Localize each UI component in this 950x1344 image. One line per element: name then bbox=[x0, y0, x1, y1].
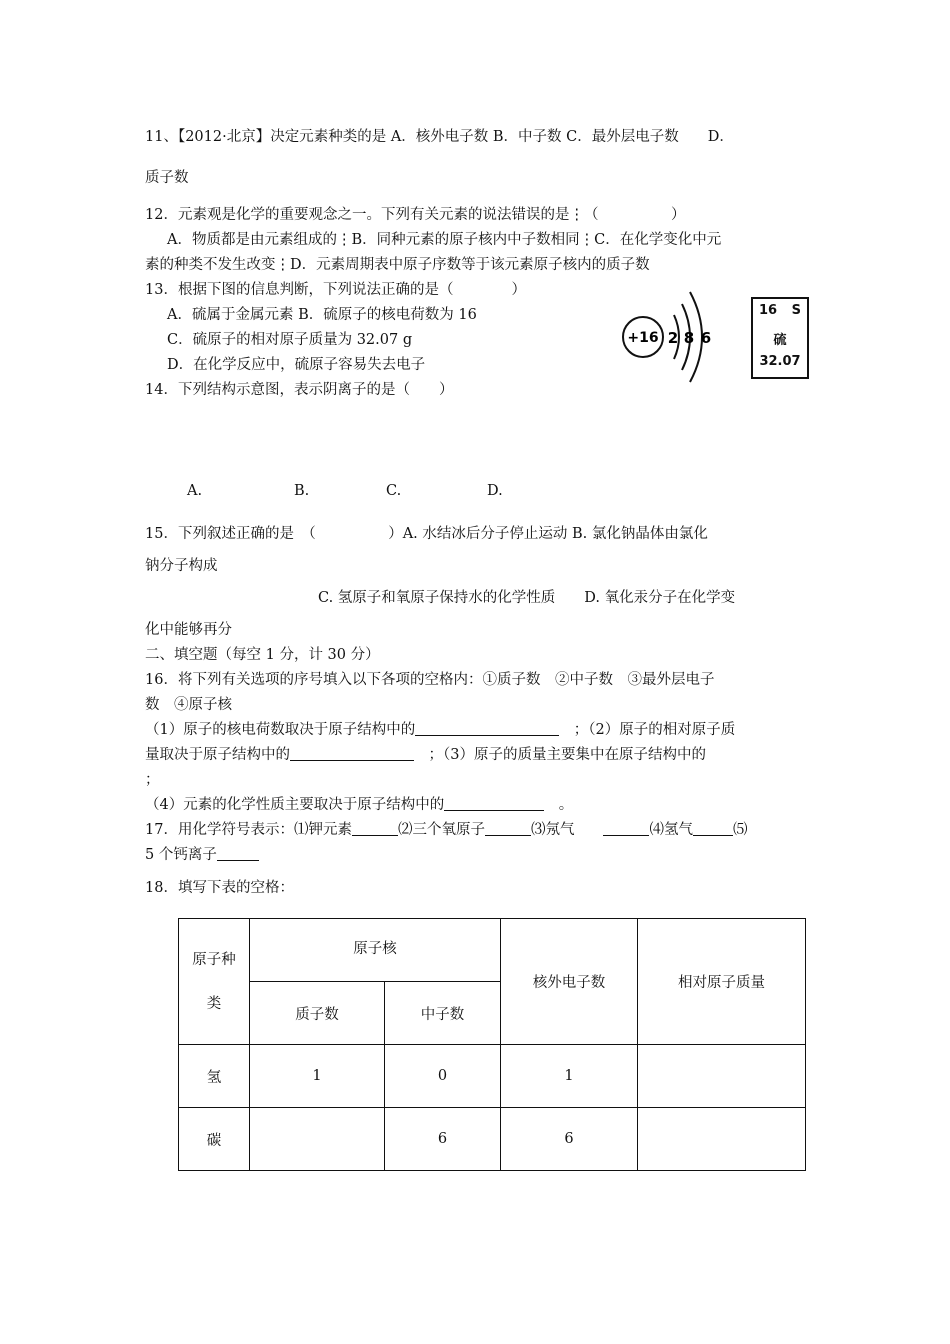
q17-blank-f[interactable] bbox=[217, 846, 259, 861]
cell-protons: 1 bbox=[250, 1045, 385, 1108]
q17-blank-a[interactable] bbox=[352, 821, 398, 836]
header-electrons: 核外电子数 bbox=[501, 919, 638, 1045]
q17-f: 5 个钙离子 bbox=[145, 847, 217, 863]
atomic-mass: 32.07 bbox=[759, 354, 801, 369]
atom-structure-table bbox=[178, 918, 806, 1171]
q12-options-line2: 素的种类不发生改变⋮D．元素周期表中原子序数等于该元素原子核内的质子数 bbox=[145, 257, 650, 273]
cell-protons[interactable] bbox=[250, 1108, 385, 1171]
q15-line1: 15．下列叙述正确的是 （ ）A. 水结冰后分子停止运动 B. 氯化钠晶体由氯化 bbox=[145, 526, 708, 542]
cell-mass[interactable] bbox=[638, 1045, 806, 1108]
header-relative-mass: 相对原子质量 bbox=[638, 919, 806, 1045]
sulfur-atom-structure-diagram bbox=[612, 284, 722, 384]
q14-option-d: D. bbox=[487, 483, 503, 499]
element-name: 硫 bbox=[773, 333, 787, 348]
q16-blank-4[interactable] bbox=[444, 796, 544, 811]
q16-part4-end: 。 bbox=[558, 797, 574, 813]
q14-option-c: C. bbox=[386, 483, 402, 499]
q15-line4: 化中能够再分 bbox=[145, 622, 232, 638]
q18-stem: 18．填写下表的空格： bbox=[145, 880, 294, 896]
shell1-electrons: 2 bbox=[667, 329, 679, 347]
cell-electrons: 6 bbox=[501, 1108, 638, 1171]
element-symbol: S bbox=[791, 303, 801, 318]
header-atom-type bbox=[179, 919, 250, 1045]
q17-d: ⑷氢气 bbox=[649, 822, 693, 838]
atomic-number: 16 bbox=[759, 303, 778, 318]
q17-line2 bbox=[145, 845, 259, 865]
q16-part1 bbox=[145, 720, 735, 740]
header-neutrons: 中子数 bbox=[385, 982, 501, 1045]
q17-blank-d[interactable] bbox=[693, 821, 733, 836]
q16-part3-text: ；（3）原子的质量主要集中在原子结构中的 bbox=[428, 747, 706, 763]
q16-part2-cont: 量取决于原子结构中的 bbox=[145, 747, 290, 763]
q17-e: ⑸ bbox=[732, 822, 748, 838]
q16-part1-text: （1）原子的核电荷数取决于原子结构中的 bbox=[145, 722, 416, 738]
q16-blank-1[interactable] bbox=[415, 721, 559, 736]
cell-type: 碳 bbox=[179, 1108, 250, 1171]
q11-line1: 11、【2012·北京】决定元素种类的是 A．核外电子数 B．中子数 C．最外层电子数 D． bbox=[145, 129, 734, 145]
q16-line1: 16．将下列有关选项的序号填入以下各项的空格内：①质子数 ②中子数 ③最外层电子 bbox=[145, 672, 715, 688]
table-row bbox=[179, 1108, 806, 1171]
q15-line3: C. 氢原子和氧原子保持水的化学性质 D. 氧化汞分子在化学变 bbox=[318, 590, 736, 606]
cell-neutrons: 6 bbox=[385, 1108, 501, 1171]
q16-part4 bbox=[145, 795, 573, 815]
q17-line1 bbox=[145, 820, 747, 840]
q16-blank-2[interactable] bbox=[290, 746, 414, 761]
q17-c: ⑶氖气 bbox=[530, 822, 575, 838]
cell-type: 氢 bbox=[179, 1045, 250, 1108]
section2-title: 二、填空题（每空 1 分，计 30 分） bbox=[145, 647, 380, 663]
shell2-electrons: 8 bbox=[683, 329, 695, 347]
header-atom-type-line2: 类 bbox=[206, 995, 222, 1012]
q16-line2: 数 ④原子核 bbox=[145, 697, 232, 713]
q14-option-b: B. bbox=[294, 483, 310, 499]
sulfur-element-card bbox=[751, 297, 809, 379]
q17-blank-b[interactable] bbox=[485, 821, 531, 836]
q17-b: ⑵三个氧原子 bbox=[397, 822, 485, 838]
q17-blank-c[interactable] bbox=[603, 821, 649, 836]
table-row bbox=[179, 1045, 806, 1108]
q16-part3-end: ； bbox=[145, 772, 160, 788]
q13-option-ab: A．硫属于金属元素 B．硫原子的核电荷数为 16 bbox=[167, 307, 477, 323]
q16-part2-text: ；（2）原子的相对原子质 bbox=[573, 722, 736, 738]
q13-option-d: D．在化学反应中，硫原子容易失去电子 bbox=[167, 357, 426, 373]
q13-option-c: C．硫原子的相对原子质量为 32.07 g bbox=[167, 332, 413, 348]
q14-option-a: A. bbox=[187, 483, 203, 499]
q13-stem: 13．根据下图的信息判断，下列说法正确的是（ ） bbox=[145, 282, 526, 298]
header-nucleus: 原子核 bbox=[250, 919, 501, 982]
q14-stem: 14．下列结构示意图，表示阴离子的是（ ） bbox=[145, 382, 454, 398]
q17-a: 17．用化学符号表示：⑴钾元素 bbox=[145, 822, 352, 838]
header-atom-type-line1: 原子种 bbox=[192, 951, 236, 968]
header-protons: 质子数 bbox=[250, 982, 385, 1045]
cell-mass[interactable] bbox=[638, 1108, 806, 1171]
cell-neutrons: 0 bbox=[385, 1045, 501, 1108]
q12-stem: 12．元素观是化学的重要观念之一。下列有关元素的说法错误的是⋮（ ） bbox=[145, 207, 686, 223]
q16-part4-text: （4）元素的化学性质主要取决于原子结构中的 bbox=[145, 797, 445, 813]
q11-line2: 质子数 bbox=[145, 170, 189, 186]
q15-line2: 钠分子构成 bbox=[145, 558, 218, 574]
shell3-electrons: 6 bbox=[700, 329, 712, 347]
q16-part2 bbox=[145, 745, 706, 765]
q12-options-line1: A．物质都是由元素组成的⋮B．同种元素的原子核内中子数相同⋮C．在化学变化中元 bbox=[167, 232, 722, 248]
nucleus-charge: +16 bbox=[627, 330, 659, 346]
cell-electrons: 1 bbox=[501, 1045, 638, 1108]
